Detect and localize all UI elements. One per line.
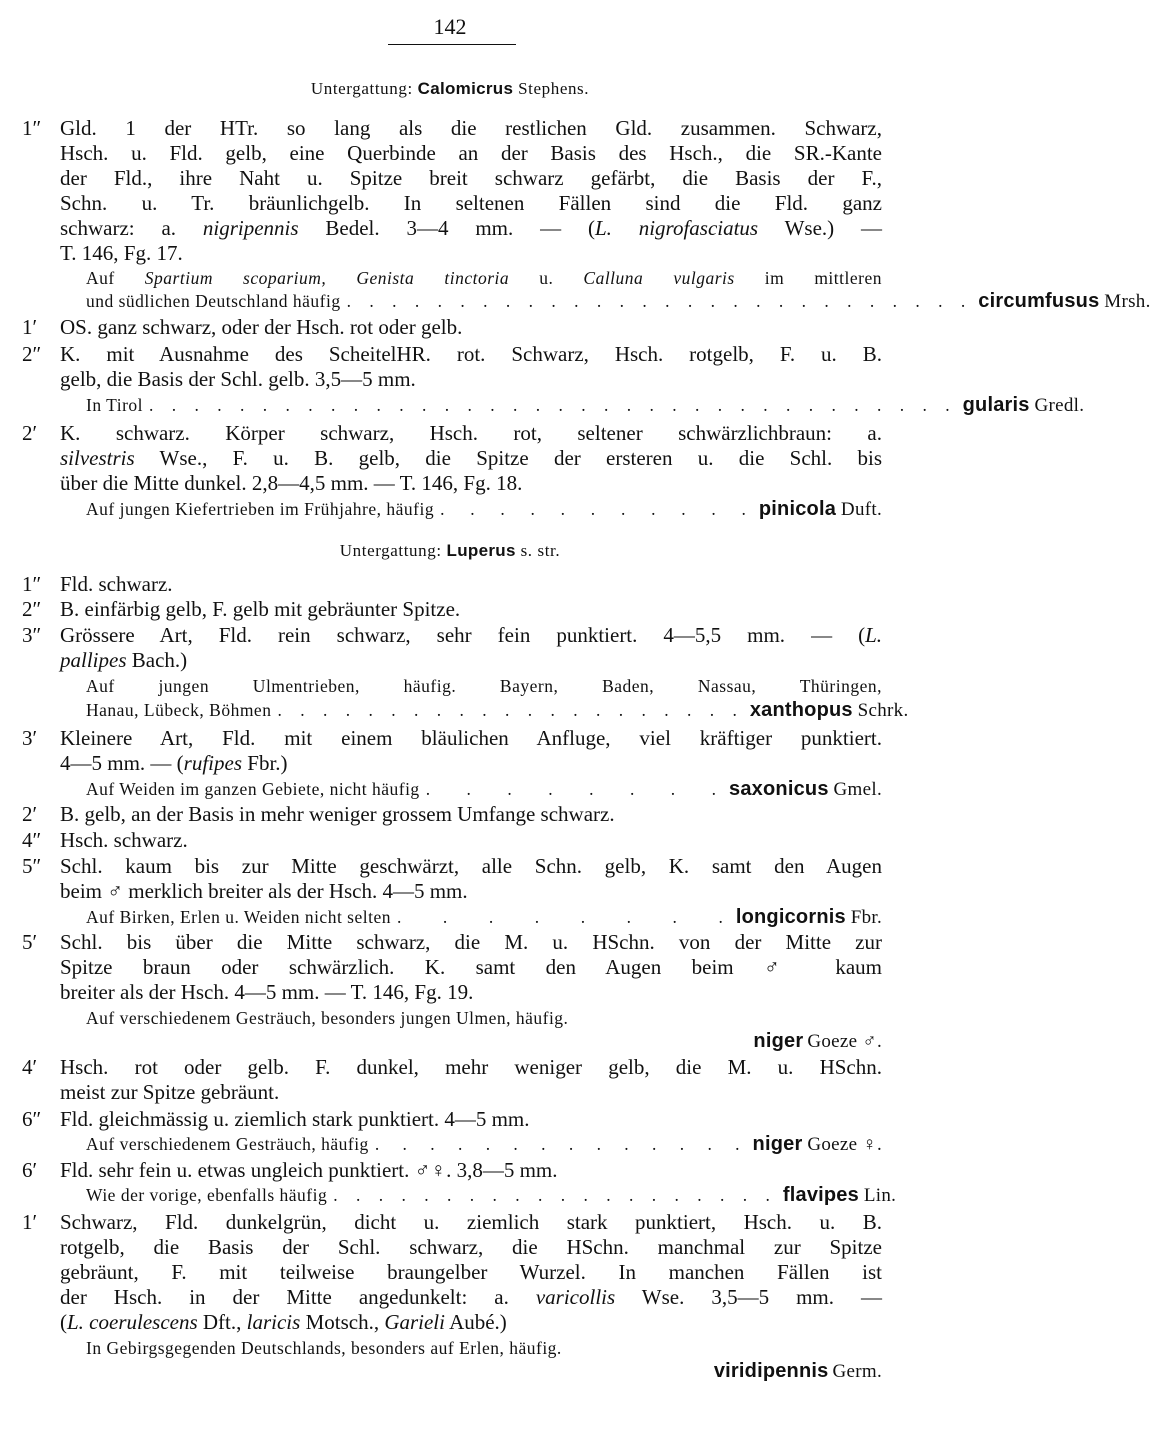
couplet-line: Hsch. u. Fld. gelb, eine Querbinde an der Basis des Hsch., die SR.-Kante [60, 141, 882, 165]
species-author: Lin. [863, 1185, 897, 1206]
couplet-line: (L. coerulescens Dft., laricis Motsch., Garieli Aubé.) [60, 1310, 507, 1334]
species-name: longicornis [735, 906, 846, 928]
page-number-rule [388, 44, 516, 45]
couplet-line: schwarz: a. nigripennis Bedel. 3—4 mm. — (L. nigrofasciatus Wse.) — [60, 216, 882, 240]
couplet-line: Fld. schwarz. [60, 572, 173, 596]
couplet-line: Hsch. rot oder gelb. F. dunkel, mehr weniger gelb, die M. u. HSchn. [60, 1055, 882, 1079]
subgenus-author: s. str. [520, 541, 561, 560]
aberration-name: varicollis [535, 1285, 616, 1309]
species-line [714, 1360, 882, 1383]
habitat-line: Auf jungen Kiefertrieben im Frühjahre, häufig . . . . . . . . . . . pinicola Duft. [86, 498, 882, 520]
leader-dots: . . . . . . . . . . . [440, 499, 753, 519]
species-name: niger [753, 1030, 804, 1052]
species-author: Goeze ♂. [807, 1031, 882, 1052]
aberration-name: nigripennis [202, 216, 299, 240]
couplet-line: Grössere Art, Fld. rein schwarz, sehr fein punktiert. 4—5,5 mm. — (L. [60, 623, 882, 647]
habitat-line: Auf verschiedenem Gesträuch, häufig . . . . . . . . . . . . . . niger Goeze ♀. [86, 1133, 882, 1155]
species-author: Germ. [832, 1361, 882, 1382]
species-author: Goeze ♀. [807, 1134, 882, 1155]
couplet-line: über die Mitte dunkel. 2,8—4,5 mm. — T. 146, Fg. 18. [60, 471, 523, 495]
species-author: Duft. [840, 499, 882, 520]
synonym-name: rufipes [183, 751, 243, 775]
page-number: 142 [433, 14, 467, 39]
species-name: saxonicus [729, 778, 829, 800]
couplet-number: 1′ [22, 315, 38, 339]
couplet-number: 1″ [22, 116, 42, 140]
species-author: Mrsh. [1104, 291, 1151, 312]
species-name: pinicola [758, 498, 837, 520]
couplet-number: 3′ [22, 726, 38, 750]
couplet-line: rotgelb, die Basis der Schl. schwarz, die HSchn. manchmal zur Spitze [60, 1235, 882, 1259]
species-author: Schrk. [857, 700, 909, 721]
couplet-number: 6′ [22, 1158, 38, 1182]
couplet-number: 4′ [22, 1055, 38, 1079]
couplet-line: Schn. u. Tr. bräunlichgelb. In seltenen Fällen sind die Fld. ganz [60, 191, 882, 215]
couplet-line: breiter als der Hsch. 4—5 mm. — T. 146, Fg. 19. [60, 980, 474, 1004]
couplet-line: Schl. bis über die Mitte schwarz, die M. u. HSchn. von der Mitte zur [60, 930, 882, 954]
subgenus-name: Luperus [446, 541, 516, 560]
couplet-line: T. 146, Fg. 17. [60, 241, 183, 265]
habitat-line: Wie der vorige, ebenfalls häufig . . . . . . . . . . . . . . . . . . . . flavipes Lin. [86, 1184, 897, 1206]
couplet-number: 6″ [22, 1107, 42, 1131]
couplet-number: 5″ [22, 854, 42, 878]
couplet-line: Fld. sehr fein u. etwas ungleich punktiert. ♂♀. 3,8—5 mm. [60, 1158, 558, 1182]
habitat-line: Auf Weiden im ganzen Gebiete, nicht häufig . . . . . . . . saxonicus Gmel. [86, 778, 882, 800]
habitat-line: Auf verschiedenem Gesträuch, besonders jungen Ulmen, häufig. [86, 1008, 569, 1028]
couplet-number: 2″ [22, 342, 42, 366]
species-author: Gredl. [1034, 395, 1085, 416]
couplet-line: Gld. 1 der HTr. so lang als die restlichen Gld. zusammen. Schwarz, [60, 116, 882, 140]
species-author: Gmel. [833, 779, 882, 800]
species-name: gularis [962, 394, 1030, 416]
couplet-line: gelb, die Basis der Schl. gelb. 3,5—5 mm. [60, 367, 416, 391]
leader-dots: . . . . . . . . . . . . . . [374, 1134, 747, 1154]
species-name: flavipes [782, 1184, 859, 1206]
species-name: circumfusus [978, 290, 1100, 312]
couplet-line: Spitze braun oder schwärzlich. K. samt den Augen beim ♂ kaum [60, 955, 882, 979]
couplet-number: 1′ [22, 1210, 38, 1234]
couplet-line: Hsch. schwarz. [60, 828, 188, 852]
couplet-line: Fld. gleichmässig u. ziemlich stark punktiert. 4—5 mm. [60, 1107, 530, 1131]
couplet-line: der Fld., ihre Naht u. Spitze breit schwarz gefärbt, die Basis der F., [60, 166, 882, 190]
synonym-name: L. nigrofasciatus [594, 216, 759, 240]
habitat-line: Auf Birken, Erlen u. Weiden nicht selten . . . . . . . . longicornis Fbr. [86, 906, 882, 928]
aberration-name: silvestris [60, 446, 135, 470]
habitat-line: Auf Spartium scoparium, Genista tinctoria u. Calluna vulgaris im mittleren [86, 268, 882, 288]
couplet-line: Schwarz, Fld. dunkelgrün, dicht u. ziemlich stark punktiert, Hsch. u. B. [60, 1210, 882, 1234]
couplet-number: 4″ [22, 828, 42, 852]
species-name: viridipennis [713, 1360, 829, 1382]
couplet-line: silvestris Wse., F. u. B. gelb, die Spitze der ersteren u. die Schl. bis [60, 446, 882, 470]
habitat-line: und südlichen Deutschland häufig . . . . . . . . . . . . . . . . . . . . . . . . . . . . circumfusus Mrsh. [86, 290, 1151, 312]
leader-dots: . . . . . . . . . . . . . . . . . . . . . . . . . . . . . . . . . . . . [149, 395, 957, 415]
species-line [753, 1030, 882, 1053]
couplet-number: 2′ [22, 421, 38, 445]
leader-dots: . . . . . . . . . . . . . . . . . . . . [333, 1185, 777, 1205]
habitat-line: Auf jungen Ulmentrieben, häufig. Bayern, Baden, Nassau, Thüringen, [86, 676, 882, 696]
couplet-line: pallipes Bach.) [60, 648, 188, 672]
subgenus-heading-luperus [0, 541, 900, 561]
couplet-line: B. einfärbig gelb, F. gelb mit gebräunter Spitze. [60, 597, 461, 621]
subgenus-name: Calomicrus [417, 79, 514, 98]
habitat-line: In Gebirgsgegenden Deutschlands, besonders auf Erlen, häufig. [86, 1338, 562, 1358]
couplet-line: Schl. kaum bis zur Mitte geschwärzt, alle Schn. gelb, K. samt den Augen [60, 854, 882, 878]
habitat-line: In Tirol . . . . . . . . . . . . . . . . . . . . . . . . . . . . . . . . . . . . gularis Gredl. [86, 394, 1085, 416]
couplet-line: B. gelb, an der Basis in mehr weniger grossem Umfange schwarz. [60, 802, 615, 826]
couplet-number: 1″ [22, 572, 42, 596]
couplet-line: gebräunt, F. mit teilweise braungelber Wurzel. In manchen Fällen ist [60, 1260, 882, 1284]
synonym-name: pallipes [60, 648, 127, 672]
couplet-line: der Hsch. in der Mitte angedunkelt: a. varicollis Wse. 3,5—5 mm. — [60, 1285, 883, 1309]
couplet-line: K. mit Ausnahme des ScheitelHR. rot. Schwarz, Hsch. rotgelb, F. u. B. [60, 342, 882, 366]
couplet-number: 2′ [22, 802, 38, 826]
couplet-line: beim ♂ merklich breiter als der Hsch. 4—5 mm. [60, 879, 468, 903]
subgenus-label: Untergattung: [339, 541, 442, 560]
species-author: Fbr. [850, 907, 882, 928]
leader-dots: . . . . . . . . . . . . . . . . . . . . . . . . . . . . [346, 291, 973, 311]
couplet-line: 4—5 mm. — (rufipes Fbr.) [60, 751, 288, 775]
couplet-number: 2″ [22, 597, 42, 621]
species-name: niger [752, 1133, 803, 1155]
leader-dots: . . . . . . . . [397, 907, 730, 927]
couplet-number: 5′ [22, 930, 38, 954]
leader-dots: . . . . . . . . [425, 779, 724, 799]
couplet-line: OS. ganz schwarz, oder der Hsch. rot oder gelb. [60, 315, 463, 339]
subgenus-heading-calomicrus [0, 79, 900, 99]
species-name: xanthopus [749, 699, 853, 721]
leader-dots: . . . . . . . . . . . . . . . . . . . . . [277, 700, 744, 720]
couplet-line: K. schwarz. Körper schwarz, Hsch. rot, seltener schwärzlichbraun: a. [60, 421, 882, 445]
couplet-number: 3″ [22, 623, 42, 647]
couplet-line: meist zur Spitze gebräunt. [60, 1080, 280, 1104]
couplet-line: Kleinere Art, Fld. mit einem bläulichen Anfluge, viel kräftiger punktiert. [60, 726, 882, 750]
subgenus-author: Stephens. [518, 79, 590, 98]
habitat-line: Hanau, Lübeck, Böhmen . . . . . . . . . . . . . . . . . . . . . xanthopus Schrk. [86, 699, 909, 721]
subgenus-label: Untergattung: [310, 79, 413, 98]
